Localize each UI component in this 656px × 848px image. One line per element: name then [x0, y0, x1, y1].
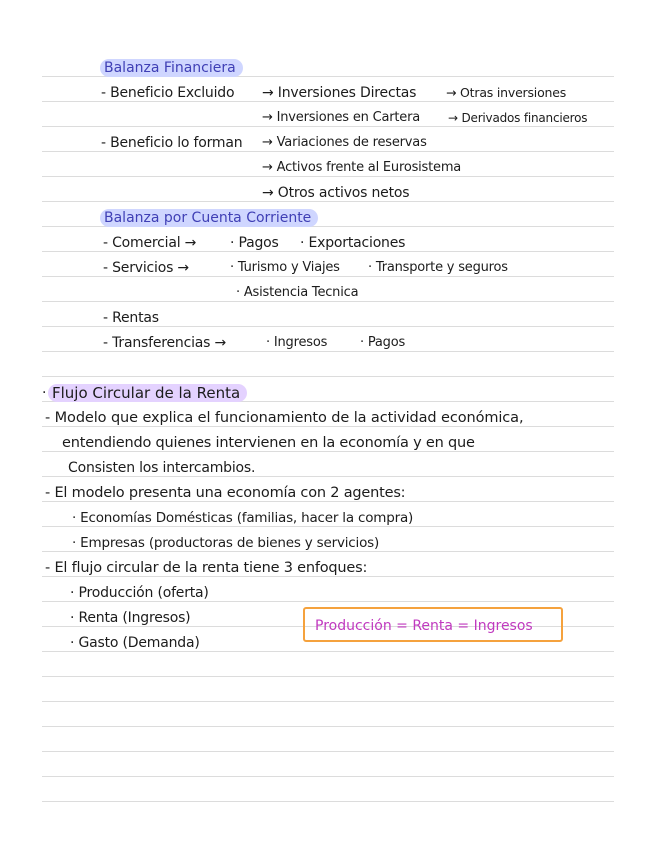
ruled-line — [42, 751, 614, 752]
economias-domesticas-item: · Economías Domésticas (familias, hacer la compra) — [72, 510, 414, 526]
turismo-viajes-item: · Turismo y Viajes — [230, 260, 340, 275]
empresas-item: · Empresas (productoras de bienes y servicios) — [72, 535, 380, 551]
transferencias-ingresos-item: · Ingresos — [266, 335, 328, 350]
agentes-line: - El modelo presenta una economía con 2 agentes: — [45, 485, 406, 501]
comercial-label: - Comercial → — [103, 235, 197, 251]
comercial-pagos-item: · Pagos — [230, 235, 279, 251]
renta-item: · Renta (Ingresos) — [70, 610, 191, 626]
ruled-line — [42, 701, 614, 702]
equation-text: Producción = Renta = Ingresos — [315, 618, 533, 634]
variaciones-reservas-item: → Variaciones de reservas — [262, 135, 427, 150]
section-bullet: · — [42, 385, 47, 401]
modelo-line-1: - Modelo que explica el funcionamiento de la actividad económica, — [45, 410, 524, 426]
ruled-line — [42, 676, 614, 677]
beneficio-excluido-label: - Beneficio Excluido — [101, 85, 235, 101]
heading-flujo-circular: Flujo Circular de la Renta — [48, 384, 247, 402]
transporte-seguros-item: · Transporte y seguros — [368, 260, 508, 275]
inversiones-directas-item: → Inversiones Directas — [262, 85, 417, 101]
otros-activos-netos-item: → Otros activos netos — [262, 185, 410, 201]
transferencias-label: - Transferencias → — [103, 335, 227, 351]
ruled-line — [42, 776, 614, 777]
inversiones-cartera-item: → Inversiones en Cartera — [262, 110, 420, 125]
otras-inversiones-item: → Otras inversiones — [446, 85, 567, 100]
produccion-item: · Producción (oferta) — [70, 585, 209, 601]
equation-box — [303, 607, 563, 642]
ruled-line — [42, 726, 614, 727]
transferencias-pagos-item: · Pagos — [360, 335, 406, 350]
modelo-line-3: Consisten los intercambios. — [68, 460, 256, 476]
heading-balanza-financiera: Balanza Financiera — [100, 59, 243, 77]
asistencia-tecnica-item: · Asistencia Tecnica — [236, 285, 359, 300]
gasto-item: · Gasto (Demanda) — [70, 635, 200, 651]
heading-balanza-cuenta-corriente: Balanza por Cuenta Corriente — [100, 209, 318, 227]
modelo-line-2: entendiendo quienes intervienen en la economía y en que — [62, 435, 475, 451]
comercial-exportaciones-item: · Exportaciones — [300, 235, 406, 251]
derivados-financieros-item: → Derivados financieros — [448, 111, 588, 125]
enfoques-line: - El flujo circular de la renta tiene 3 enfoques: — [45, 560, 368, 576]
beneficio-forman-label: - Beneficio lo forman — [101, 135, 243, 151]
servicios-label: - Servicios → — [103, 260, 189, 276]
activos-eurosistema-item: → Activos frente al Eurosistema — [262, 160, 462, 175]
ruled-line — [42, 376, 614, 377]
rentas-label: - Rentas — [103, 310, 159, 326]
ruled-line — [42, 801, 614, 802]
